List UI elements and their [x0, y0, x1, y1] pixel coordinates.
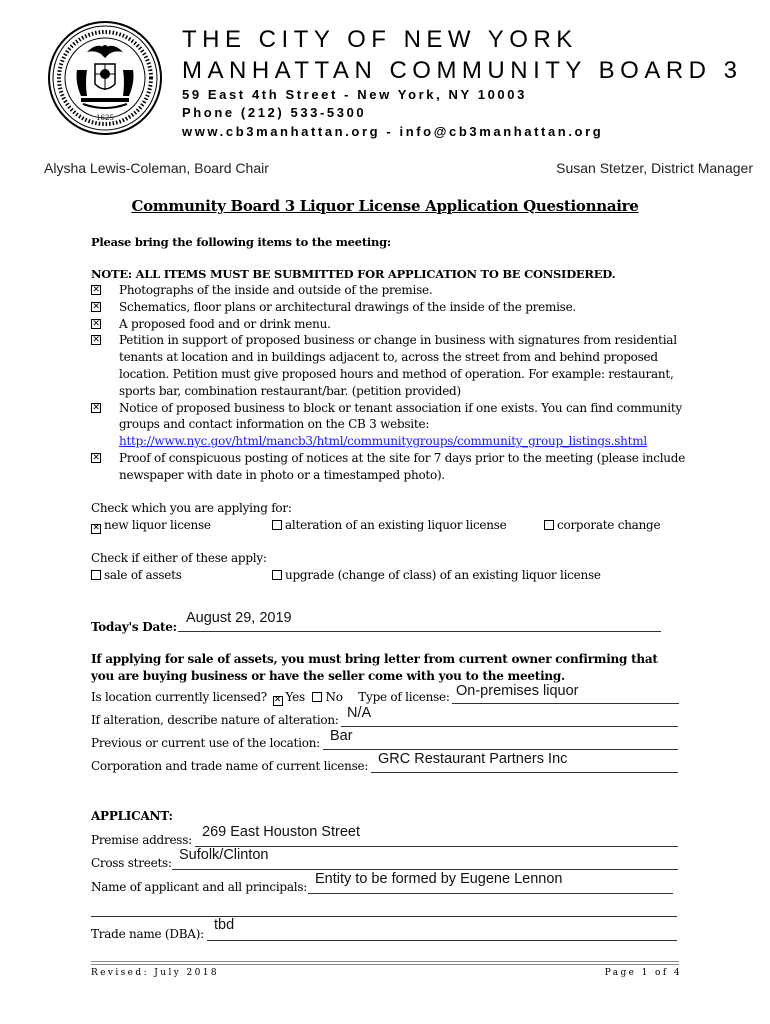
header-board-name: MANHATTAN COMMUNITY BOARD 3	[182, 57, 743, 84]
option-new-license[interactable]: ✕ new liquor license	[92, 518, 211, 533]
previous-use-field[interactable]: Bar	[330, 728, 353, 744]
premise-address-label: Premise address:	[91, 833, 192, 847]
intro-text: Please bring the following items to the meeting:	[91, 235, 391, 249]
todays-date-line	[178, 631, 661, 632]
checkbox-icon[interactable]	[312, 692, 322, 702]
either-apply-label: Check if either of these apply:	[91, 551, 267, 565]
svg-text:1625: 1625	[96, 114, 114, 122]
option-sale-of-assets[interactable]: sale of assets	[91, 567, 182, 584]
footer-revised: Revised: July 2018	[91, 968, 219, 978]
todays-date-field[interactable]: August 29, 2019	[186, 610, 292, 626]
cross-streets-label: Cross streets:	[91, 856, 172, 870]
option-corporate-change[interactable]: corporate change	[544, 517, 660, 534]
corporation-field[interactable]: GRC Restaurant Partners Inc	[378, 751, 568, 767]
district-manager: Susan Stetzer, District Manager	[556, 160, 753, 176]
principals-line	[308, 893, 673, 894]
list-item: ✕ Petition in support of proposed business or change in business with signatures from residential tenants at location and in buildings adjacent to, across the street from and behind proposed location. Petition must give proposed hours and method of operation. For example: restaurant, sports bar, combination restaurant/bar. (petition provided)	[92, 333, 677, 398]
option-alteration[interactable]: alteration of an existing liquor license	[272, 517, 507, 534]
alteration-field[interactable]: N/A	[347, 705, 372, 721]
license-type-label: Type of license:	[358, 690, 450, 704]
checked-box-icon[interactable]: ✕	[92, 301, 100, 312]
checkbox-icon[interactable]	[91, 570, 101, 580]
corporation-label: Corporation and trade name of current license:	[91, 759, 369, 773]
alteration-label: If alteration, describe nature of alteration:	[91, 713, 339, 727]
footer-page-number: Page 1 of 4	[604, 968, 682, 978]
licensed-yes-label: Yes	[285, 690, 305, 704]
checked-box-icon[interactable]: ✕	[92, 285, 100, 295]
list-item: ✕ Schematics, floor plans or architectural drawings of the inside of the premise.	[92, 299, 576, 314]
city-seal-logo	[47, 20, 163, 136]
footer-rule	[91, 961, 679, 965]
previous-use-line	[323, 749, 678, 750]
checked-box-icon[interactable]: ✕	[92, 452, 100, 463]
license-type-field[interactable]: On-premises liquor	[456, 683, 579, 699]
sale-note: If applying for sale of assets, you must bring letter from current owner confirming that you are buying business or have the seller come with you to the meeting.	[91, 652, 658, 683]
list-item: ✕ Notice of proposed business to block or tenant association if one exists. You can find community groups and contact information on the CB 3 website: http://www.nyc.gov/html/mancb3/html/communitygroups/community_group_listings.shtml	[92, 400, 682, 449]
dba-field[interactable]: tbd	[214, 917, 235, 933]
checked-box-icon[interactable]: ✕	[92, 523, 100, 533]
checkbox-icon[interactable]	[272, 520, 282, 530]
todays-date-label: Today's Date:	[91, 620, 177, 634]
board-chair: Alysha Lewis-Coleman, Board Chair	[44, 160, 269, 176]
option-upgrade[interactable]: upgrade (change of class) of an existing liquor license	[272, 567, 601, 584]
document-title: Community Board 3 Liquor License Application Questionnaire	[131, 197, 639, 215]
dba-line	[207, 940, 677, 941]
dba-label: Trade name (DBA):	[91, 927, 204, 941]
list-item: ✕ A proposed food and or drink menu.	[92, 316, 331, 331]
checked-box-icon[interactable]: ✕	[92, 402, 100, 413]
community-groups-link[interactable]: http://www.nyc.gov/html/mancb3/html/communitygroups/community_group_listings.shtml	[119, 434, 647, 449]
list-item: ✕ Photographs of the inside and outside of the premise.	[92, 283, 433, 297]
premise-address-field[interactable]: 269 East Houston Street	[202, 824, 360, 840]
alteration-line	[341, 726, 678, 727]
header-address: 59 East 4th Street - New York, NY 10003	[182, 87, 527, 102]
previous-use-label: Previous or current use of the location:	[91, 736, 320, 750]
header-phone: Phone (212) 533-5300	[182, 105, 367, 120]
list-item: ✕ Proof of conspicuous posting of notices at the site for 7 days prior to the meeting (please include newspaper with date in photo or a timestamped photo).	[92, 450, 686, 482]
apply-for-label: Check which you are applying for:	[91, 501, 292, 515]
cross-streets-line	[172, 869, 678, 870]
checked-box-icon[interactable]: ✕	[273, 695, 282, 705]
note-text: NOTE: ALL ITEMS MUST BE SUBMITTED FOR APPLICATION TO BE CONSIDERED.	[91, 267, 616, 281]
license-type-line	[452, 703, 679, 704]
checked-box-icon[interactable]: ✕	[92, 318, 100, 329]
checked-box-icon[interactable]: ✕	[92, 335, 100, 346]
principals-extra-line[interactable]	[91, 916, 677, 917]
header-web: www.cb3manhattan.org - info@cb3manhattan.org	[182, 124, 604, 139]
principals-field[interactable]: Entity to be formed by Eugene Lennon	[315, 871, 563, 887]
required-items-list	[91, 282, 691, 484]
corporation-line	[371, 772, 678, 773]
principals-label: Name of applicant and all principals:	[91, 880, 308, 894]
licensed-no-label: No	[325, 690, 343, 704]
cross-streets-field[interactable]: Sufolk/Clinton	[179, 847, 269, 863]
checkbox-icon[interactable]	[272, 570, 282, 580]
checkbox-icon[interactable]	[544, 520, 554, 530]
licensed-question: Is location currently licensed? ✕ Yes No Type of license:	[91, 690, 450, 705]
header-city-name: THE CITY OF NEW YORK	[182, 26, 578, 53]
applicant-heading: APPLICANT:	[91, 809, 173, 823]
